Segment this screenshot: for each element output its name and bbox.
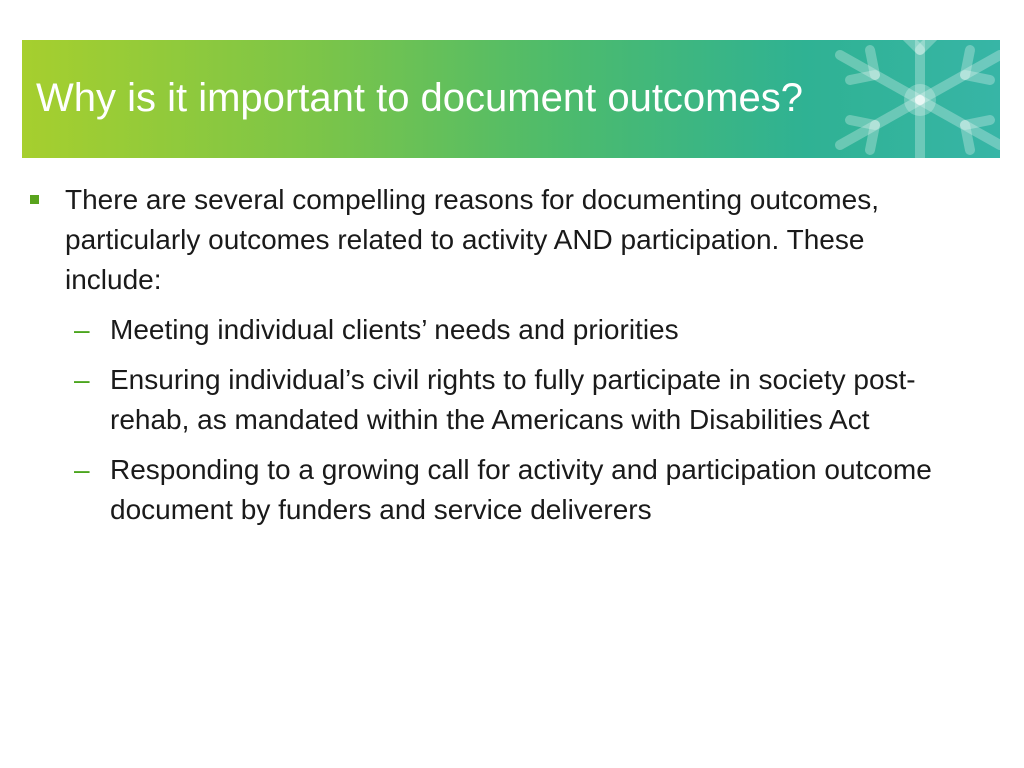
bullet-text: There are several compelling reasons for documenting outcomes, particularly outcomes related to activity AND participation. These include: [65,184,879,295]
sub-bullet-item [30,310,960,350]
bullet-item [30,180,960,300]
sub-bullet-item [30,450,960,530]
square-bullet-icon [30,195,39,204]
title-banner [22,40,1000,158]
dash-bullet-icon: – [74,314,90,345]
sub-bullet-text: Ensuring individual’s civil rights to fully participate in society post-rehab, as mandated within the Americans with Disabilities Act [110,364,916,435]
sub-bullet-text: Responding to a growing call for activity and participation outcome document by funders and service deliverers [110,454,932,525]
dash-bullet-icon: – [74,454,90,485]
snowflake-decoration-icon [820,40,1000,158]
sub-bullet-item [30,360,960,440]
slide-title: Why is it important to document outcomes? [36,76,803,120]
dash-bullet-icon: – [74,364,90,395]
sub-bullet-text: Meeting individual clients’ needs and priorities [110,314,679,345]
slide-content [30,180,960,530]
